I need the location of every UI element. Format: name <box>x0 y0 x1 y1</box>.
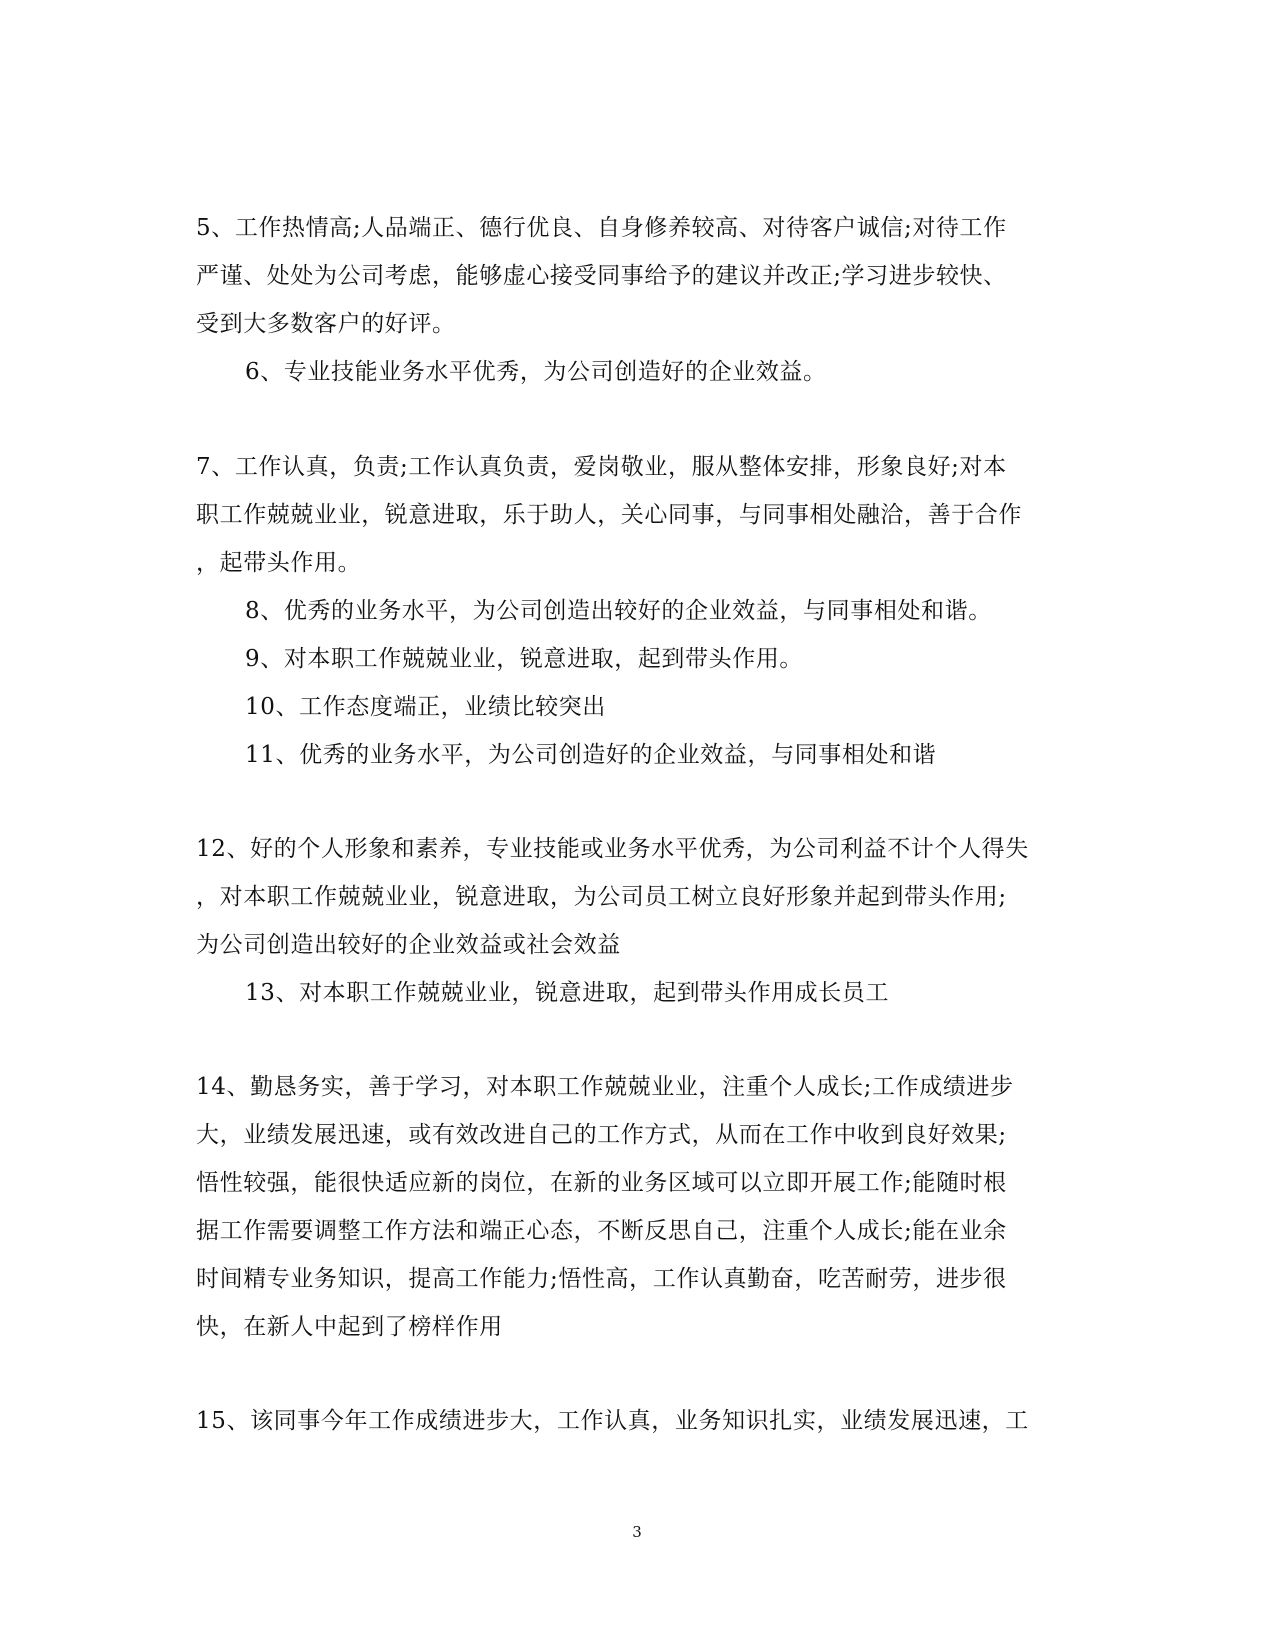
text-line: 9、对本职工作兢兢业业，锐意进取，起到带头作用。 <box>245 646 804 672</box>
text-line: 11、优秀的业务水平，为公司创造好的企业效益，与同事相处和谐 <box>245 742 937 768</box>
text-line: 职工作兢兢业业，锐意进取，乐于助人，关心同事，与同事相处融洽，善于合作 <box>196 502 1022 528</box>
text-line: 大，业绩发展迅速，或有效改进自己的工作方式，从而在工作中收到良好效果; <box>196 1122 1007 1148</box>
text-line: 据工作需要调整工作方法和端正心态，不断反思自己，注重个人成长;能在业余 <box>196 1218 1007 1244</box>
text-line: 7、工作认真，负责;工作认真负责，爱岗敬业，服从整体安排，形象良好;对本 <box>196 454 1007 480</box>
text-line: 13、对本职工作兢兢业业，锐意进取，起到带头作用成长员工 <box>245 980 890 1006</box>
text-line: 时间精专业务知识，提高工作能力;悟性高，工作认真勤奋，吃苦耐劳，进步很 <box>196 1266 1007 1292</box>
text-line: 6、专业技能业务水平优秀，为公司创造好的企业效益。 <box>245 359 827 385</box>
text-line: ，起带头作用。 <box>196 550 362 576</box>
text-line: 10、工作态度端正，业绩比较突出 <box>245 694 606 720</box>
text-line: ，对本职工作兢兢业业，锐意进取，为公司员工树立良好形象并起到带头作用; <box>196 884 1007 910</box>
text-line: 15、该同事今年工作成绩进步大，工作认真，业务知识扎实，业绩发展迅速，工 <box>196 1408 1029 1434</box>
text-line: 为公司创造出较好的企业效益或社会效益 <box>196 932 621 958</box>
text-line: 悟性较强，能很快适应新的岗位，在新的业务区域可以立即开展工作;能随时根 <box>196 1170 1007 1196</box>
text-line: 12、好的个人形象和素养，专业技能或业务水平优秀，为公司利益不计个人得失 <box>196 836 1029 862</box>
text-line: 5、工作热情高;人品端正、德行优良、自身修养较高、对待客户诚信;对待工作 <box>196 215 1007 241</box>
text-line: 受到大多数客户的好评。 <box>196 311 456 337</box>
page-number: 3 <box>632 1523 642 1541</box>
text-line: 快，在新人中起到了榜样作用 <box>196 1314 503 1340</box>
text-line: 8、优秀的业务水平，为公司创造出较好的企业效益，与同事相处和谐。 <box>245 598 992 624</box>
text-line: 14、勤恳务实，善于学习，对本职工作兢兢业业，注重个人成长;工作成绩进步 <box>196 1074 1014 1100</box>
text-line: 严谨、处处为公司考虑，能够虚心接受同事给予的建议并改正;学习进步较快、 <box>196 263 1007 289</box>
